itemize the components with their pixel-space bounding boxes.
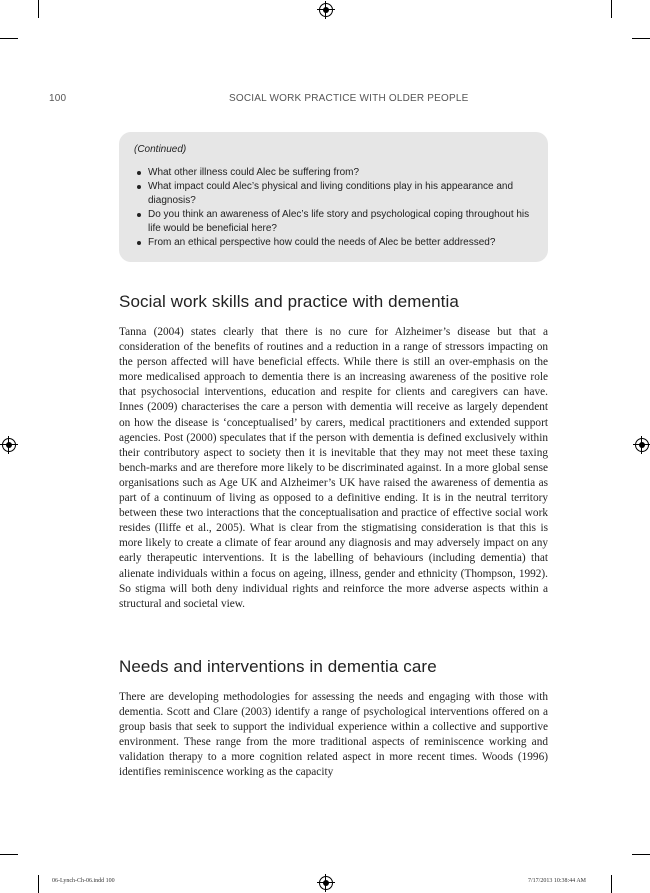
crop-mark xyxy=(38,0,39,18)
running-title: SOCIAL WORK PRACTICE WITH OLDER PEOPLE xyxy=(229,93,469,104)
slug-timestamp: 7/17/2013 10:38:44 AM xyxy=(528,878,587,884)
crop-mark xyxy=(0,38,18,39)
registration-mark-icon xyxy=(319,3,333,17)
registration-mark-icon xyxy=(635,438,649,452)
crop-mark xyxy=(632,38,650,39)
crop-mark xyxy=(611,875,612,893)
list-item: Do you think an awareness of Alec’s life story and psychological coping throughout his life would be beneficial here? xyxy=(148,208,534,236)
section-heading: Needs and interventions in dementia care xyxy=(119,657,437,676)
body-paragraph: There are developing methodologies for assessing the needs and engaging with those with dementia. Scott and Clare (2003) identify a range of psychological interventions offered on a group basis that seek to support the individual experience within a collective and supportive environment. These range from the more traditional aspects of reminiscence working and validation therapy to a more cognition related aspect in more recent times. Woods (1996) identifies reminiscence working as the capacity xyxy=(119,691,548,779)
crop-mark xyxy=(0,854,18,855)
crop-mark xyxy=(38,875,39,893)
case-study-box xyxy=(119,132,548,262)
crop-mark xyxy=(632,854,650,855)
body-paragraph: Tanna (2004) states clearly that there is no cure for Alzheimer’s disease but that a consideration of the benefits of routines and a reduction in a range of stressors impacting on the person affected will have beneficial effects. While there is still an over-emphasis on the more medicalised approach to dementia there is an increasing awareness of the positive role that psychosocial interventions, education and respite for clients and caregivers can have. Innes (2009) characterises the care a person with dementia will receive as largely dependent on how the disease is ‘conceptualised’ by carers, medical practitioners and extended support agencies. Post (2000) speculates that if the person with dementia is defined exclusively within their contributory aspect to society then it is inevitable that they may not meet these taxing bench-marks and are therefore more likely to be discriminated against. In a more global sense organisations such as Age UK and Alzheimer’s UK have raised the awareness of dementia as part of a continuum of living as opposed to a definitive ending. It is in the neutral territory between these two interactions that the conceptualisation and practice of effective social work resides (Iliffe et al., 2005). What is clear from the stigmatising consideration is that this is more likely to create a climate of fear around any diagnosis and may adversely impact on any early therapeutic interventions. It is the labelling of behaviours (including dementia) that alienate individuals within a focus on ageing, illness, gender and ethnicity (Thompson, 1992). So stigma will both deny individual rights and reinforce the more adverse aspects within a structural and societal view. xyxy=(119,326,548,610)
question-list xyxy=(134,166,534,250)
list-item: What other illness could Alec be suffering from? xyxy=(148,166,534,180)
list-item: What impact could Alec’s physical and living conditions play in his appearance and diagnosis? xyxy=(148,180,534,208)
continued-label: (Continued) xyxy=(134,144,187,155)
section-heading: Social work skills and practice with dementia xyxy=(119,292,459,311)
crop-mark xyxy=(611,0,612,18)
list-item: From an ethical perspective how could the needs of Alec be better addressed? xyxy=(148,236,534,250)
registration-mark-icon xyxy=(2,438,16,452)
page-number: 100 xyxy=(49,93,67,104)
registration-mark-icon xyxy=(319,876,333,890)
slug-file: 06-Lynch-Ch-06.indd 100 xyxy=(52,878,115,884)
